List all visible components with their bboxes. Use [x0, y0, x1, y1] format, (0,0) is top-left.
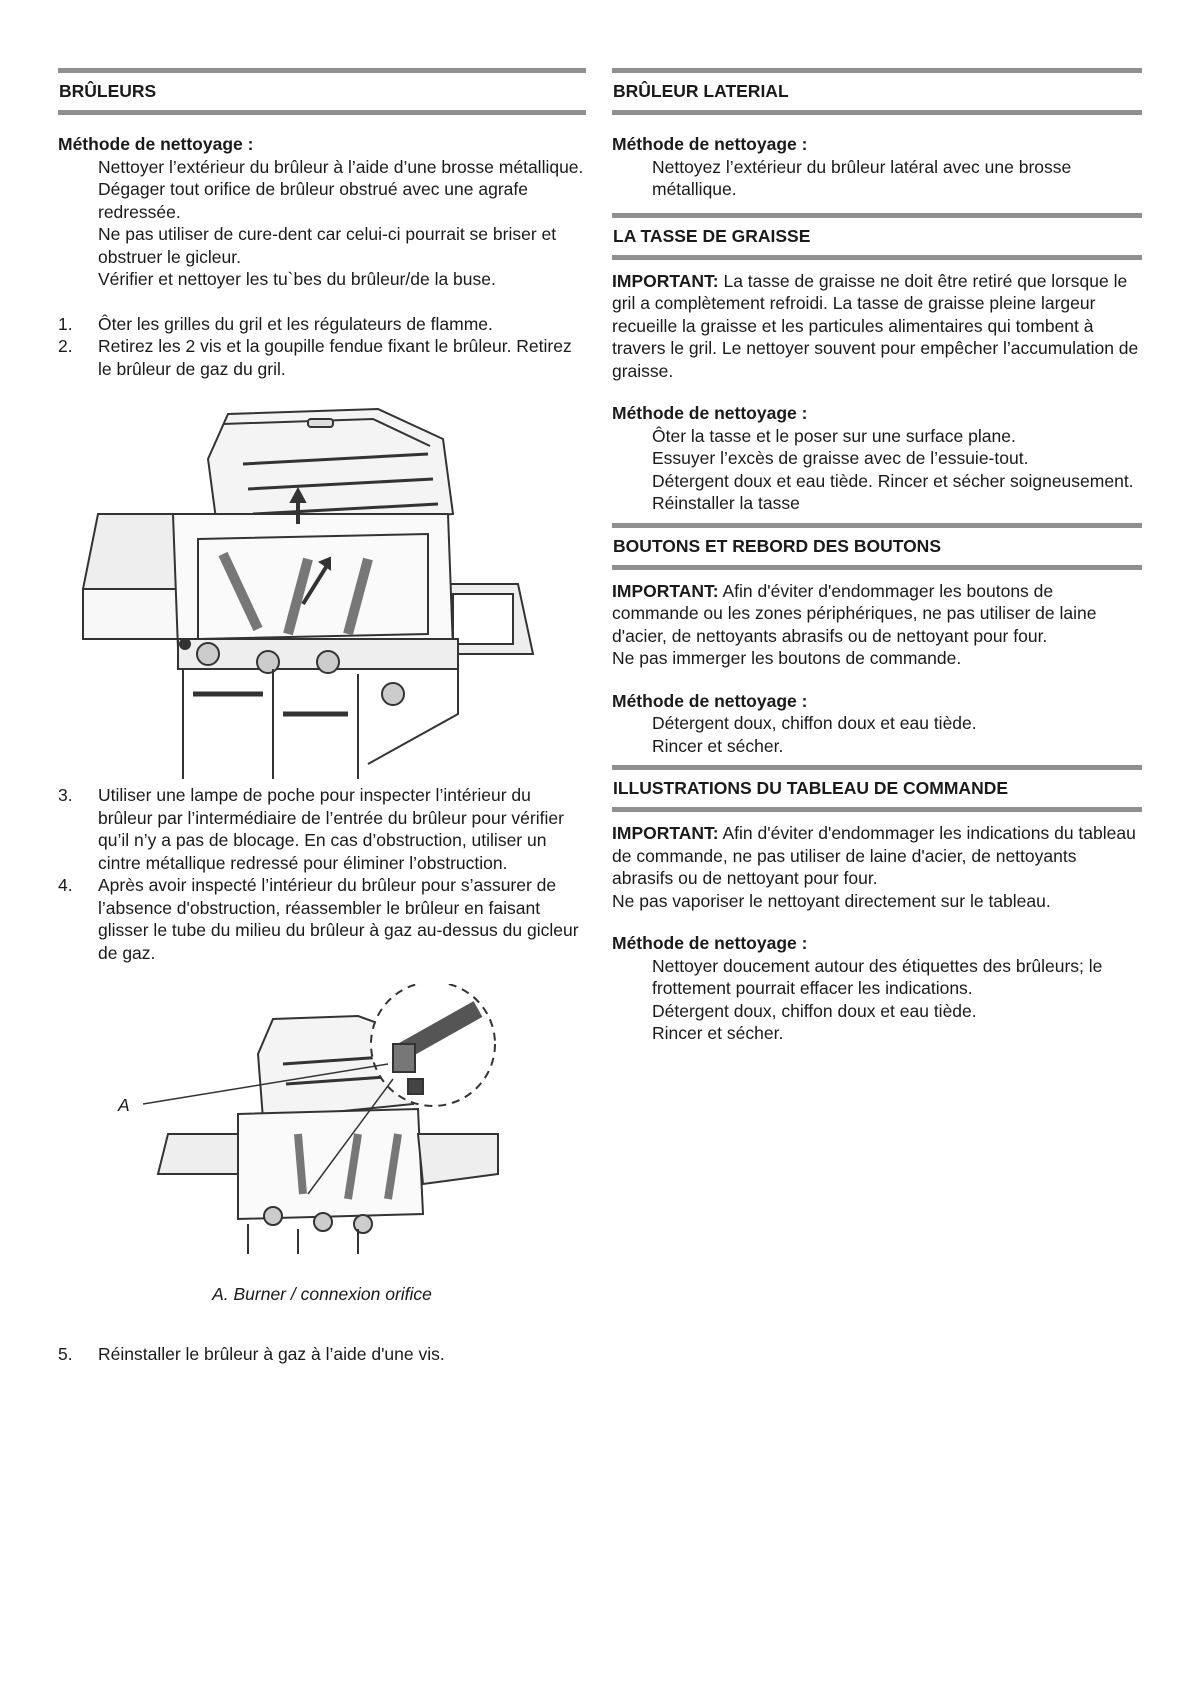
important-note: IMPORTANT: Afin d'éviter d'endommager les boutons de commande ou les zones périphériques, ne pas utiliser de laine d'acier, de nettoyants abrasifs ou de nettoyant pour four. — [612, 580, 1097, 646]
method-title: Méthode de nettoyage : — [612, 403, 808, 423]
method-line: Nettoyer doucement autour des étiquettes des brûleurs; le frottement pourrait effacer les indications. — [652, 955, 1103, 998]
section-heading-burners: BRÛLEURS — [58, 68, 586, 115]
important-note: IMPORTANT: Afin d'éviter d'endommager les indications du tableau de commande, ne pas utiliser de laine d'acier, de nettoyants abrasifs ou de nettoyant pour four. — [612, 823, 1136, 888]
note-line: Ne pas immerger les boutons de commande. — [612, 648, 962, 668]
note-line: Ne pas vaporiser le nettoyant directement sur le tableau. — [612, 890, 1051, 911]
important-note: IMPORTANT: La tasse de graisse ne doit être retiré que lorsque le gril a complètement refroidi. La tasse de graisse pleine largeur recueille la graisse et les particules alimentaires qui tombent à travers le gril. Le nettoyer souvent pour empêcher l’accumulation de graisse. — [612, 270, 1139, 381]
method-title: Méthode de nettoyage : — [612, 690, 808, 711]
method-line: Détergent doux, chiffon doux et eau tiède. — [652, 1000, 977, 1021]
figure-caption: A. Burner / connexion orifice — [212, 1284, 432, 1304]
method-line: Dégager tout orifice de brûleur obstrué avec une agrafe redressée. — [98, 179, 528, 222]
section-heading-knobs: BOUTONS ET REBORD DES BOUTONS — [612, 523, 1142, 570]
right-column — [612, 68, 1142, 1045]
method-line: Ôter la tasse et le poser sur une surface plane. — [652, 425, 1016, 446]
grill-burner-removal-illustration — [58, 394, 586, 784]
burner-orifice-connection-illustration — [58, 984, 586, 1284]
method-line: Nettoyer l’extérieur du brûleur à l’aide d’une brosse métallique. — [98, 156, 584, 177]
method-title: Méthode de nettoyage : — [58, 134, 254, 154]
method-line: Réinstaller la tasse — [652, 493, 800, 513]
step-5: 5. Réinstaller le brûleur à gaz à l’aide d'une vis. — [58, 1344, 445, 1364]
left-column — [58, 68, 586, 1366]
section-heading-grease-cup: LA TASSE DE GRAISSE — [612, 213, 1142, 260]
method-line: Rincer et sécher. — [652, 735, 784, 756]
method-line: Détergent doux et eau tiède. Rincer et sécher soigneusement. — [652, 470, 1134, 491]
figure-label-a: A — [118, 1095, 130, 1115]
method-line: Rincer et sécher. — [652, 1023, 784, 1043]
step-4: 4. Après avoir inspecté l’intérieur du brûleur pour s’assurer de l’absence d'obstruction, réassembler le brûleur en faisant glisser le tube du milieu du brûleur à gaz au-dessus du gicleur de gaz. — [58, 875, 579, 963]
section-heading-control-panel: ILLUSTRATIONS DU TABLEAU DE COMMANDE — [612, 765, 1142, 812]
grill-detail-drawing — [58, 984, 586, 1284]
method-title: Méthode de nettoyage : — [612, 933, 808, 953]
method-title: Méthode de nettoyage : — [612, 134, 808, 154]
step-2: 2. Retirez les 2 vis et la goupille fendue fixant le brûleur. Retirez le brûleur de gaz du gril. — [58, 336, 572, 379]
method-line: Vérifier et nettoyer les tu`bes du brûleur/de la buse. — [98, 269, 496, 289]
method-line: Détergent doux, chiffon doux et eau tiède. — [652, 713, 977, 733]
method-line: Nettoyez l’extérieur du brûleur latéral avec une brosse métallique. — [652, 156, 1072, 199]
method-line: Essuyer l’excès de graisse avec de l’essuie-tout. — [652, 448, 1029, 468]
section-heading-side-burner: BRÛLEUR LATERIAL — [612, 68, 1142, 115]
grill-drawing — [58, 394, 586, 779]
method-line: Ne pas utiliser de cure-dent car celui-ci pourrait se briser et obstruer le gicleur. — [98, 224, 557, 267]
step-1: 1. Ôter les grilles du gril et les régulateurs de flamme. — [58, 313, 493, 334]
step-3: 3. Utiliser une lampe de poche pour inspecter l’intérieur du brûleur par l’intermédiaire de l’entrée du brûleur pour vérifier qu’il n’y a pas de blocage. En cas d’obstruction, utiliser un cintre métallique redressé pour éliminer l’obstruction. — [58, 785, 564, 873]
